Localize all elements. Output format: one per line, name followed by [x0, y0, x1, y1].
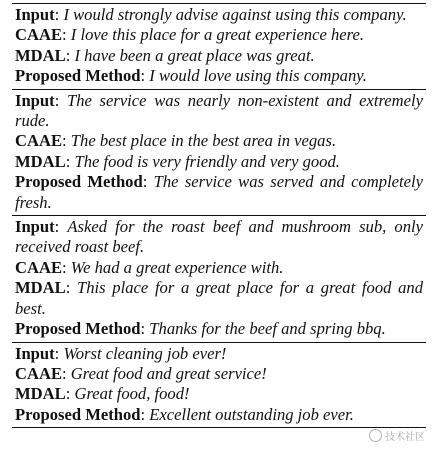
- caae-text: I love this place for a great experience here.: [70, 25, 364, 45]
- proposed-text: Thanks for the beef and spring bbq.: [149, 319, 386, 339]
- watermark-logo-icon: [369, 429, 382, 442]
- input-label: Input: [15, 5, 55, 24]
- mdal-text: The food is very friendly and very good.: [74, 151, 340, 171]
- input-row: Input: Worst cleaning job ever!: [15, 343, 227, 363]
- caae-row: CAAE: Great food and great service!: [15, 363, 267, 383]
- mdal-row: MDAL: Great food, food!: [15, 384, 190, 404]
- style-transfer-examples-table: [12, 3, 426, 428]
- caae-label: CAAE: [15, 257, 63, 277]
- mdal-label: MDAL: [15, 151, 66, 171]
- input-label: Input: [15, 90, 55, 110]
- caae-label: CAAE: [15, 25, 63, 45]
- input-row: Input: I would strongly advise against using this company.: [15, 5, 407, 24]
- proposed-text: Excellent outstanding job ever.: [149, 404, 354, 424]
- proposed-text: The service was served and completely fresh.: [15, 172, 423, 212]
- caae-row: CAAE: The best place in the best area in vegas.: [15, 131, 337, 151]
- mdal-label: MDAL: [15, 278, 66, 298]
- input-label: Input: [15, 217, 55, 237]
- example-block-3: [12, 216, 426, 341]
- caae-text: The best place in the best area in vegas.: [70, 131, 337, 151]
- example-block-2: [12, 90, 426, 215]
- input-text: Asked for the roast beef and mushroom sub, only received roast beef.: [15, 217, 423, 257]
- proposed-row: Proposed Method: I would love using this company.: [15, 66, 367, 86]
- mdal-row: MDAL: This place for a great place for a great food and best.: [15, 278, 423, 318]
- proposed-row: Proposed Method: The service was served and completely fresh.: [15, 172, 423, 212]
- caae-text: Great food and great service!: [70, 363, 267, 383]
- caae-row: CAAE: We had a great experience with.: [15, 257, 284, 277]
- proposed-label: Proposed Method: [15, 66, 141, 86]
- mdal-label: MDAL: [15, 45, 66, 65]
- watermark: [369, 428, 425, 443]
- mdal-row: MDAL: The food is very friendly and very good.: [15, 151, 340, 171]
- example-block-1: [12, 4, 426, 89]
- input-text: The service was nearly non-existent and extremely rude.: [15, 90, 423, 131]
- caae-label: CAAE: [15, 363, 63, 383]
- mdal-row: MDAL: I have been a great place was great.: [15, 45, 315, 65]
- caae-label: CAAE: [15, 131, 63, 151]
- proposed-row: Proposed Method: Excellent outstanding job ever.: [15, 404, 354, 424]
- mdal-label: MDAL: [15, 384, 66, 404]
- proposed-text: I would love using this company.: [149, 66, 367, 86]
- proposed-row: Proposed Method: Thanks for the beef and spring bbq.: [15, 319, 386, 339]
- proposed-label: Proposed Method: [15, 172, 143, 192]
- caae-text: We had a great experience with.: [70, 257, 284, 277]
- input-row: Input: The service was nearly non-existent and extremely rude.: [15, 90, 423, 131]
- watermark-text: 技术社区: [385, 432, 425, 443]
- input-text: Worst cleaning job ever!: [63, 343, 227, 363]
- mdal-text: This place for a great place for a great food and best.: [15, 278, 423, 318]
- input-text: I would strongly advise against using this company.: [63, 5, 407, 24]
- caae-row: CAAE: I love this place for a great experience here.: [15, 25, 364, 45]
- mdal-text: I have been a great place was great.: [74, 45, 315, 65]
- table-rule-bottom: [12, 427, 426, 428]
- proposed-label: Proposed Method: [15, 319, 141, 339]
- proposed-label: Proposed Method: [15, 404, 141, 424]
- input-label: Input: [15, 343, 55, 363]
- mdal-text: Great food, food!: [74, 384, 190, 404]
- input-row: Input: Asked for the roast beef and mushroom sub, only received roast beef.: [15, 217, 423, 257]
- example-block-4: [12, 343, 426, 428]
